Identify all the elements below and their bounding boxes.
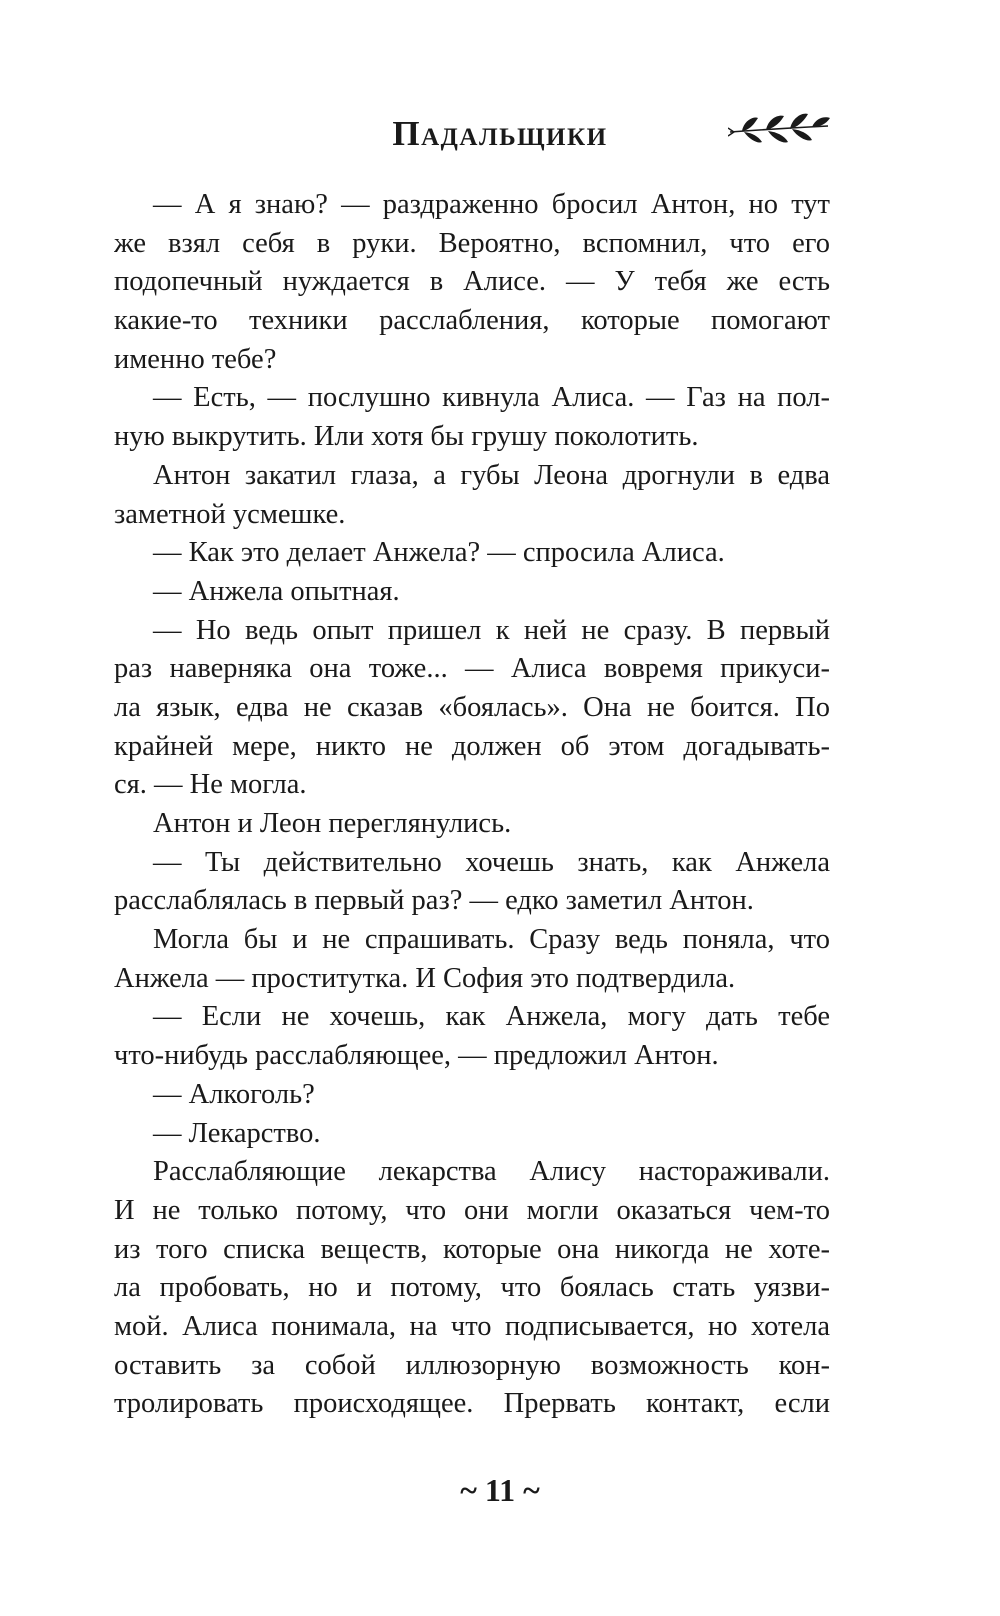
text-line: — Анжела опытная. [153, 575, 400, 607]
text-line: из того списка веществ, которые она никогда не хоте- [114, 1233, 830, 1265]
text-line: что-нибудь расслабляющее, — предложил Антон. [114, 1040, 719, 1072]
text-line: Антон закатил глаза, а губы Леона дрогнули в едва [153, 459, 830, 491]
text-line: оставить за собой иллюзорную возможность кон- [114, 1349, 830, 1381]
text-line: заметной усмешке. [114, 498, 346, 530]
text-line: какие-то техники расслабления, которые помогают [114, 305, 830, 337]
text-line: подопечный нуждается в Алисе. — У тебя же есть [114, 266, 830, 298]
text-line: мой. Алиса понимала, на что подписывается, но хотела [114, 1310, 830, 1342]
text-line: ла язык, едва не сказав «боялась». Она не боится. По [114, 691, 830, 723]
page-header [0, 100, 1000, 160]
text-line: — Если не хочешь, как Анжела, могу дать тебе [153, 1001, 830, 1033]
text-line: ла пробовать, но и потому, что боялась стать уязви- [114, 1272, 830, 1304]
text-line: Могла бы и не спрашивать. Сразу ведь поняла, что [153, 924, 830, 956]
text-line: — Как это делает Анжела? — спросила Алиса. [153, 537, 725, 569]
text-line: И не только потому, что они могли оказаться чем-то [114, 1194, 830, 1226]
text-line: Антон и Леон переглянулись. [153, 808, 512, 839]
text-line: — А я знаю? — раздраженно бросил Антон, но тут [153, 189, 830, 220]
text-line: расслаблялась в первый раз? — едко заметил Антон. [114, 885, 754, 917]
leaf-branch-icon [728, 108, 832, 154]
text-line: тролировать происходящее. Прервать контакт, если [114, 1388, 830, 1420]
text-line: ся. — Не могла. [114, 769, 307, 801]
text-line: ную выкрутить. Или хотя бы грушу поколотить. [114, 421, 699, 453]
text-line: — Алкоголь? [153, 1078, 315, 1110]
text-line: крайней мере, никто не должен об этом догадывать- [114, 730, 830, 762]
text-line: — Есть, — послушно кивнула Алиса. — Газ на пол- [153, 382, 830, 414]
text-line: именно тебе? [114, 343, 277, 375]
body-text [114, 186, 830, 1424]
running-title: Падальщики [392, 114, 608, 153]
text-line: Анжела — проститутка. И София это подтвердила. [114, 962, 736, 994]
text-line: Расслабляющие лекарства Алису настораживали. [153, 1156, 830, 1188]
text-line: — Лекарство. [153, 1117, 321, 1149]
text-line: раз наверняка она тоже... — Алиса вовремя прикуси- [114, 653, 830, 685]
text-line: же взял себя в руки. Вероятно, вспомнил, что его [114, 227, 830, 259]
page-number: ~ 11 ~ [460, 1472, 540, 1508]
text-line: — Но ведь опыт пришел к ней не сразу. В первый [153, 614, 830, 646]
text-line: — Ты действительно хочешь знать, как Анжела [153, 846, 830, 878]
